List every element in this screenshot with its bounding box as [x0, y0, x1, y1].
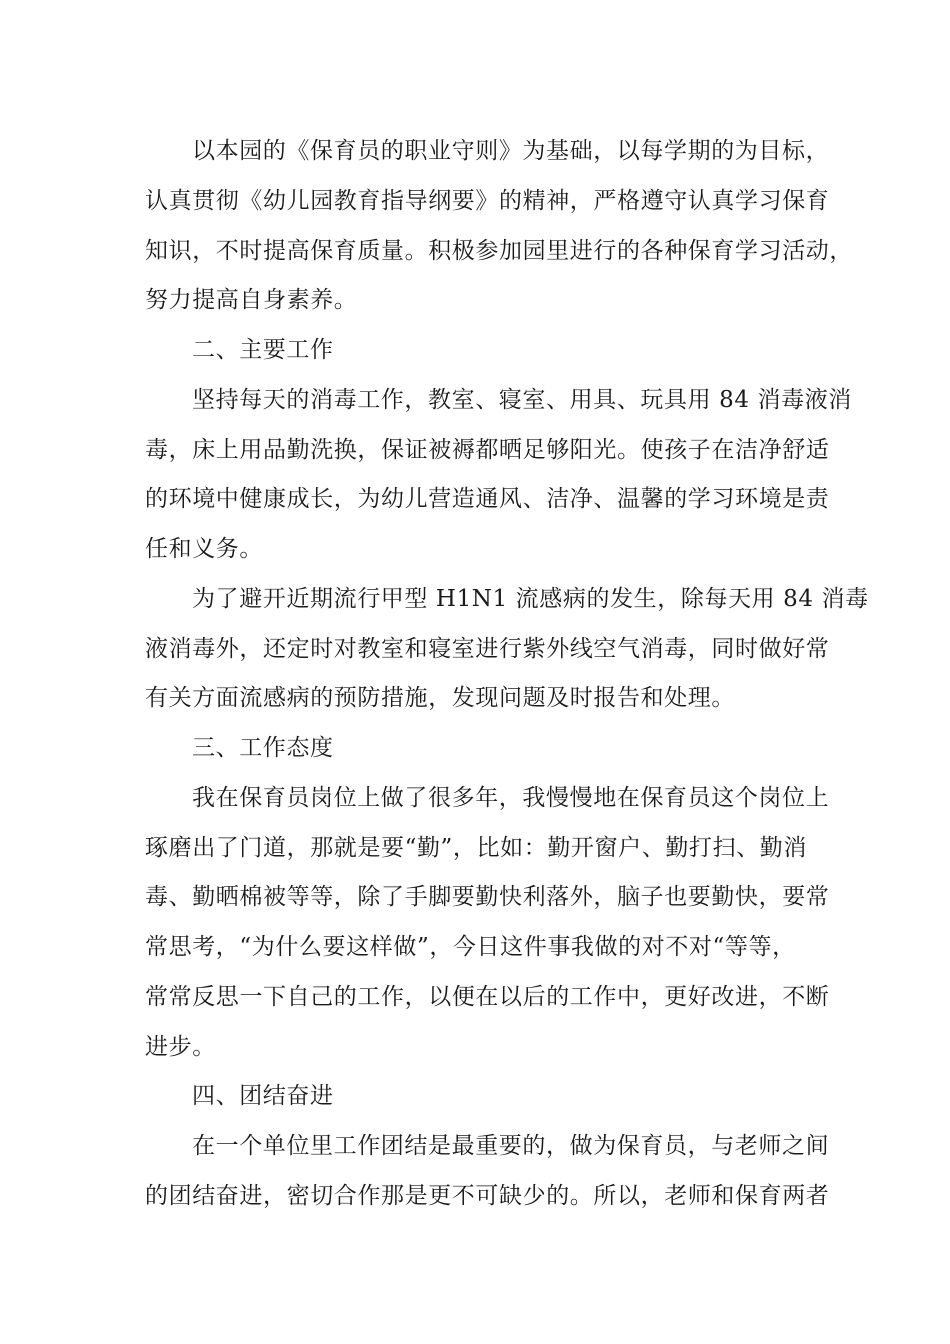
text-line: 认真贯彻《幼儿园教育指导纲要》的精神，严格遵守认真学习保育 — [145, 188, 830, 214]
text-line: 任和义务。 — [145, 536, 263, 562]
text-line: 毒，床上用品勤洗换，保证被褥都晒足够阳光。使孩子在洁净舒适 — [145, 437, 830, 463]
text-line: 有关方面流感病的预防措施，发现问题及时报告和处理。 — [145, 685, 735, 711]
text-line: 我在保育员岗位上做了很多年，我慢慢地在保育员这个岗位上 — [192, 785, 830, 811]
text-line: 以本园的《保育员的职业守则》为基础，以每学期的为目标， — [192, 138, 830, 164]
text-line: 知识，不时提高保育质量。积极参加园里进行的各种保育学习活动， — [145, 238, 853, 264]
text-line: 毒、勤晒棉被等等，除了手脚要勤快利落外，脑子也要勤快，要常 — [145, 884, 830, 910]
text-line: 琢磨出了门道，那就是要“勤”，比如：勤开窗户、勤打扫、勤消 — [145, 835, 807, 861]
text-line: 常思考，“为什么要这样做”，今日这件事我做的对不对“等等， — [145, 934, 796, 960]
section-heading: 三、工作态度 — [192, 735, 334, 761]
text-line: 坚持每天的消毒工作，教室、寝室、用具、玩具用 84 消毒液消 — [192, 387, 852, 413]
text-line: 常常反思一下自己的工作，以便在以后的工作中，更好改进，不断 — [145, 984, 830, 1010]
text-line: 进步。 — [145, 1034, 216, 1060]
text-line: 液消毒外，还定时对教室和寝室进行紫外线空气消毒，同时做好常 — [145, 636, 830, 662]
text-line: 为了避开近期流行甲型 H1N1 流感病的发生，除每天用 84 消毒 — [192, 586, 869, 612]
text-line: 的环境中健康成长，为幼儿营造通风、洁净、温馨的学习环境是责 — [145, 486, 830, 512]
section-heading: 四、团结奋进 — [192, 1083, 334, 1109]
text-line: 努力提高自身素养。 — [145, 287, 358, 313]
section-heading: 二、主要工作 — [192, 337, 334, 363]
text-line: 在一个单位里工作团结是最重要的，做为保育员，与老师之间 — [192, 1133, 830, 1159]
text-line: 的团结奋进，密切合作那是更不可缺少的。所以，老师和保育两者 — [145, 1183, 830, 1209]
